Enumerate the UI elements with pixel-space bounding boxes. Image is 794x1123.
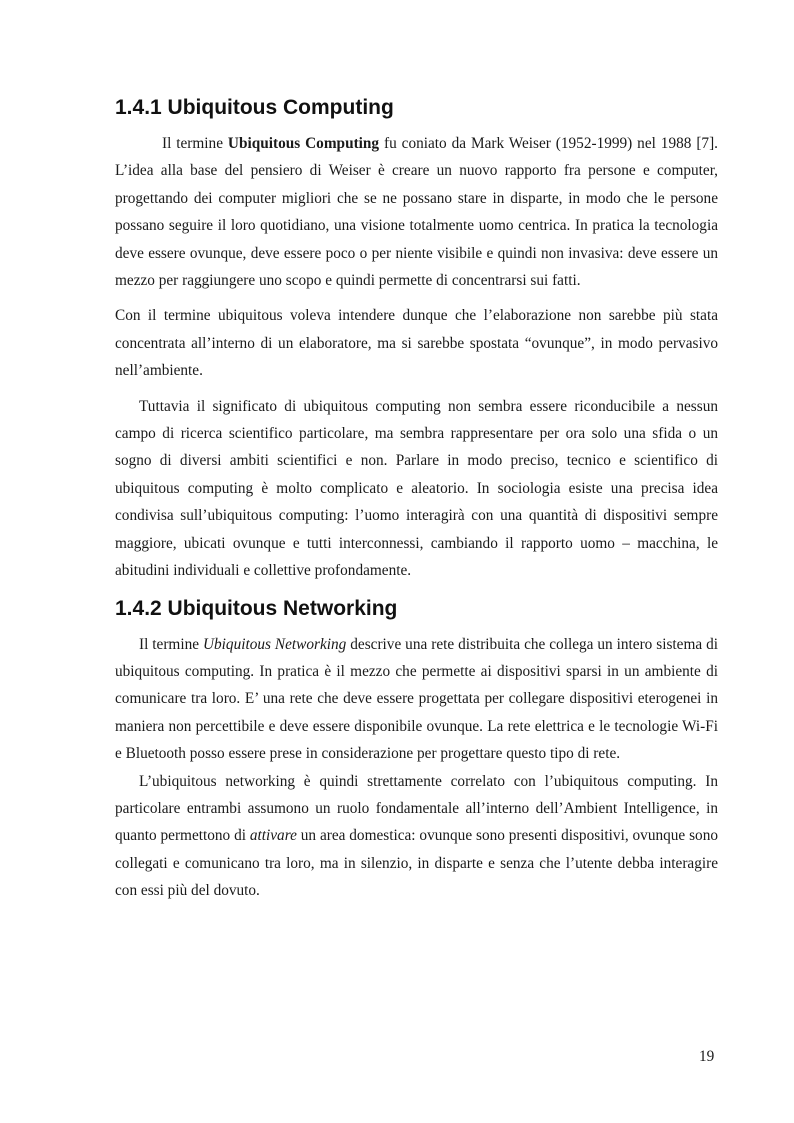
text: L’ubiquitous networking è quindi strettamente correlato con l’ubiquitous computing. In particolare entrambi assumono un ruolo fondamentale all’interno dell’Ambient Intelligence, in quanto permettono di (115, 772, 718, 845)
italic-term: attivare (249, 827, 297, 845)
text: descrive una rete distribuita che collega un intero sistema di ubiquitous computing. In pratica è il mezzo che permette ai dispositivi sparsi in un ambiente di comunicare tra loro. E’ una rete che deve essere progettata per collegare dispositivi eterogenei in maniera non percettibile e deve essere disponibile ovunque. La rete elettrica e le tecnologie Wi-Fi e Bluetooth posso essere prese in considerazione per progettare questo tipo di rete. (115, 635, 718, 763)
page-number: 19 (699, 1048, 715, 1065)
paragraph: Con il termine ubiquitous voleva intendere dunque che l’elaborazione non sarebbe più stata concentrata all’interno di un elaboratore, ma si sarebbe spostata “ovunque”, in modo pervasivo nell’ambiente. (115, 307, 718, 380)
bold-term: Ubiquitous Computing (227, 135, 380, 152)
section-heading-ubiquitous-networking: 1.4.2 Ubiquitous Networking (115, 596, 398, 620)
paragraph (115, 130, 718, 294)
paragraph (115, 768, 718, 905)
text: fu coniato da Mark Weiser (1952-1999) nel 1988 [7]. L’idea alla base del pensiero di Weiser è creare un nuovo rapporto fra persone e computer, progettando dei computer migliori che se ne possano stare in disparte, in modo che le persone possano seguire il loro quotidiano, una visione totalmente uomo centrica. In pratica la tecnologia deve essere ovunque, deve essere poco o per niente visibile e quindi non invasiva: deve essere un mezzo per raggiungere uno scopo e quindi permette di concentrarsi sui fatti. (115, 135, 718, 290)
paragraph: Tuttavia il significato di ubiquitous computing non sembra essere riconducibile a nessun campo di ricerca scientifico particolare, ma sembra rappresentare per ora solo una sfida o un sogno di diversi ambiti scientifici e non. Parlare in modo preciso, tecnico e scientifico di ubiquitous computing è molto complicato e aleatorio. In sociologia esiste una precisa idea condivisa sull’ubiquitous computing: l’uomo interagirà con una quantità di dispositivi sempre maggiore, ubicati ovunque e tutti interconnessi, cambiando il rapporto uomo – macchina, le abitudini individuali e collettive profondamente. (115, 397, 718, 580)
text: Il termine (162, 135, 228, 152)
section-heading-ubiquitous-computing: 1.4.1 Ubiquitous Computing (115, 96, 394, 119)
text: un area domestica: ovunque sono presenti dispositivi, ovunque sono collegati e comunicano tra loro, ma in silenzio, in disparte e senza che l’utente debba interagire con essi più del dovuto. (115, 827, 718, 900)
page-content (115, 84, 718, 905)
italic-term: Ubiquitous Networking (202, 635, 347, 653)
paragraph (115, 631, 718, 768)
text: Il termine (139, 635, 203, 653)
